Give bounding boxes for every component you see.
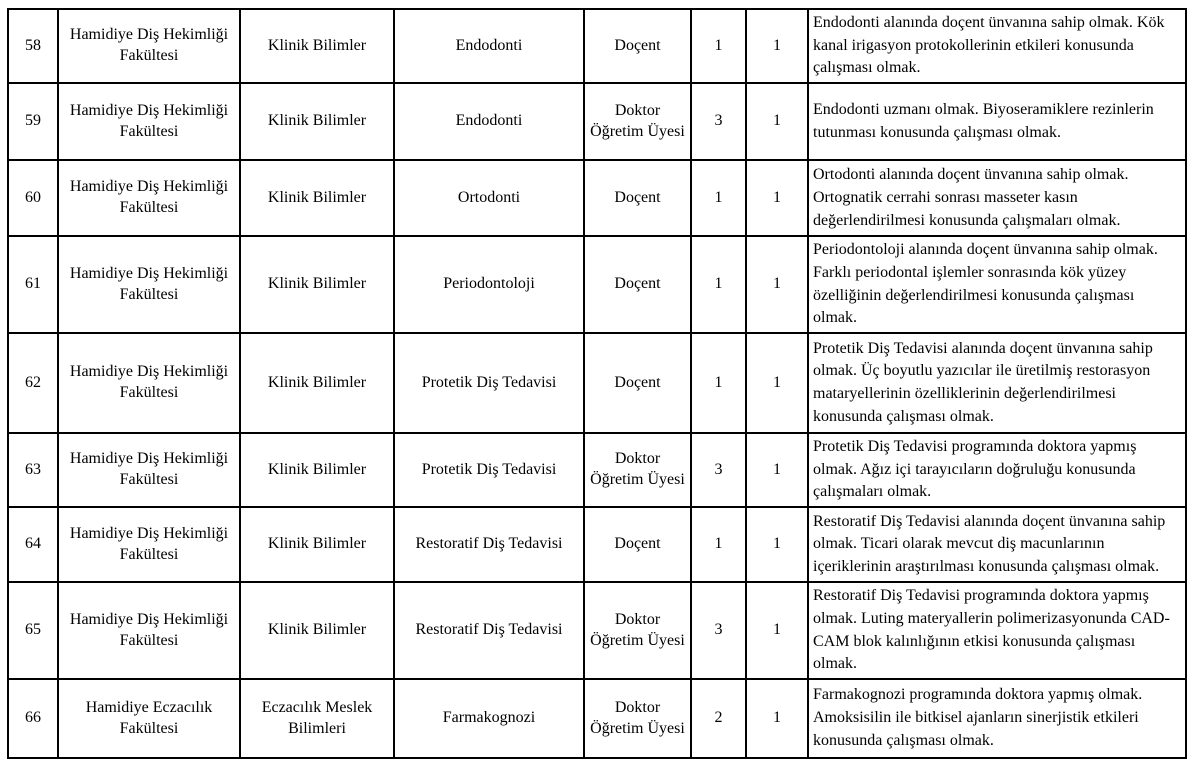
cell-row-number: 62 (8, 333, 58, 433)
table-row (8, 83, 1186, 160)
cell-faculty: Hamidiye Diş Hekimliği Fakültesi (58, 160, 240, 236)
cell-department: Klinik Bilimler (240, 333, 394, 433)
cell-requirement: Farmakognozi programında doktora yapmış olmak. Amoksisilin ile bitkisel ajanların sinerjistik etkileri konusunda çalışması olmak. (808, 679, 1186, 758)
cell-requirement: Protetik Diş Tedavisi programında doktora yapmış olmak. Ağız içi tarayıcıların doğruluğu konusunda çalışmaları olmak. (808, 433, 1186, 507)
cell-program: Restoratif Diş Tedavisi (394, 507, 584, 582)
cell-program: Ortodonti (394, 160, 584, 236)
cell-program: Farmakognozi (394, 679, 584, 758)
cell-department: Klinik Bilimler (240, 433, 394, 507)
cell-grade: 1 (691, 9, 746, 83)
cell-quota: 1 (746, 9, 808, 83)
cell-faculty: Hamidiye Eczacılık Fakültesi (58, 679, 240, 758)
table-row (8, 433, 1186, 507)
cell-faculty: Hamidiye Diş Hekimliği Fakültesi (58, 433, 240, 507)
cell-faculty: Hamidiye Diş Hekimliği Fakültesi (58, 333, 240, 433)
table-row (8, 333, 1186, 433)
cell-faculty: Hamidiye Diş Hekimliği Fakültesi (58, 236, 240, 333)
cell-title: Doçent (584, 507, 691, 582)
cell-faculty: Hamidiye Diş Hekimliği Fakültesi (58, 9, 240, 83)
cell-requirement: Protetik Diş Tedavisi alanında doçent ünvanına sahip olmak. Üç boyutlu yazıcılar ile üretilmiş restorasyon mataryellerinin özelliklerinin değerlendirilmesi konusunda çalışması olmak. (808, 333, 1186, 433)
table-body (8, 9, 1186, 758)
cell-title: Doçent (584, 236, 691, 333)
table-row (8, 236, 1186, 333)
cell-faculty: Hamidiye Diş Hekimliği Fakültesi (58, 582, 240, 679)
cell-quota: 1 (746, 507, 808, 582)
cell-department: Klinik Bilimler (240, 236, 394, 333)
cell-requirement: Restoratif Diş Tedavisi programında doktora yapmış olmak. Luting materyallerin polimerizasyonunda CAD-CAM blok kalınlığının etkisi konusunda çalışması olmak. (808, 582, 1186, 679)
table-row (8, 507, 1186, 582)
cell-row-number: 58 (8, 9, 58, 83)
cell-quota: 1 (746, 433, 808, 507)
cell-department: Klinik Bilimler (240, 582, 394, 679)
cell-quota: 1 (746, 679, 808, 758)
cell-quota: 1 (746, 333, 808, 433)
cell-department: Klinik Bilimler (240, 9, 394, 83)
table-row (8, 582, 1186, 679)
cell-requirement: Endodonti alanında doçent ünvanına sahip olmak. Kök kanal irigasyon protokollerinin etkileri konusunda çalışması olmak. (808, 9, 1186, 83)
cell-quota: 1 (746, 160, 808, 236)
cell-program: Endodonti (394, 9, 584, 83)
cell-row-number: 61 (8, 236, 58, 333)
cell-program: Protetik Diş Tedavisi (394, 333, 584, 433)
cell-quota: 1 (746, 582, 808, 679)
table-row (8, 679, 1186, 758)
cell-row-number: 64 (8, 507, 58, 582)
cell-quota: 1 (746, 236, 808, 333)
cell-grade: 1 (691, 333, 746, 433)
cell-grade: 3 (691, 83, 746, 160)
cell-grade: 3 (691, 433, 746, 507)
cell-department: Klinik Bilimler (240, 160, 394, 236)
academic-positions-table (7, 8, 1187, 759)
cell-requirement: Restoratif Diş Tedavisi alanında doçent ünvanına sahip olmak. Ticari olarak mevcut diş macunlarının içeriklerinin araştırılması konusunda çalışması olmak. (808, 507, 1186, 582)
cell-row-number: 66 (8, 679, 58, 758)
cell-row-number: 63 (8, 433, 58, 507)
cell-grade: 1 (691, 507, 746, 582)
cell-program: Protetik Diş Tedavisi (394, 433, 584, 507)
cell-grade: 1 (691, 160, 746, 236)
table-row (8, 9, 1186, 83)
cell-department: Klinik Bilimler (240, 83, 394, 160)
cell-grade: 1 (691, 236, 746, 333)
cell-requirement: Ortodonti alanında doçent ünvanına sahip olmak. Ortognatik cerrahi sonrası masseter kasın değerlendirilmesi konusunda çalışmaları olmak. (808, 160, 1186, 236)
cell-row-number: 60 (8, 160, 58, 236)
cell-requirement: Endodonti uzmanı olmak. Biyoseramiklere rezinlerin tutunması konusunda çalışması olmak. (808, 83, 1186, 160)
cell-grade: 3 (691, 582, 746, 679)
cell-department: Klinik Bilimler (240, 507, 394, 582)
cell-title: Doktor Öğretim Üyesi (584, 679, 691, 758)
cell-row-number: 59 (8, 83, 58, 160)
cell-program: Restoratif Diş Tedavisi (394, 582, 584, 679)
cell-program: Periodontoloji (394, 236, 584, 333)
cell-row-number: 65 (8, 582, 58, 679)
cell-quota: 1 (746, 83, 808, 160)
cell-department: Eczacılık Meslek Bilimleri (240, 679, 394, 758)
cell-title: Doktor Öğretim Üyesi (584, 433, 691, 507)
cell-title: Doktor Öğretim Üyesi (584, 83, 691, 160)
cell-faculty: Hamidiye Diş Hekimliği Fakültesi (58, 507, 240, 582)
cell-program: Endodonti (394, 83, 584, 160)
cell-title: Doktor Öğretim Üyesi (584, 582, 691, 679)
cell-title: Doçent (584, 160, 691, 236)
table-row (8, 160, 1186, 236)
cell-title: Doçent (584, 333, 691, 433)
cell-faculty: Hamidiye Diş Hekimliği Fakültesi (58, 83, 240, 160)
cell-requirement: Periodontoloji alanında doçent ünvanına sahip olmak. Farklı periodontal işlemler sonrasında kök yüzey özelliğinin değerlendirilmesi konusunda çalışması olmak. (808, 236, 1186, 333)
cell-grade: 2 (691, 679, 746, 758)
cell-title: Doçent (584, 9, 691, 83)
